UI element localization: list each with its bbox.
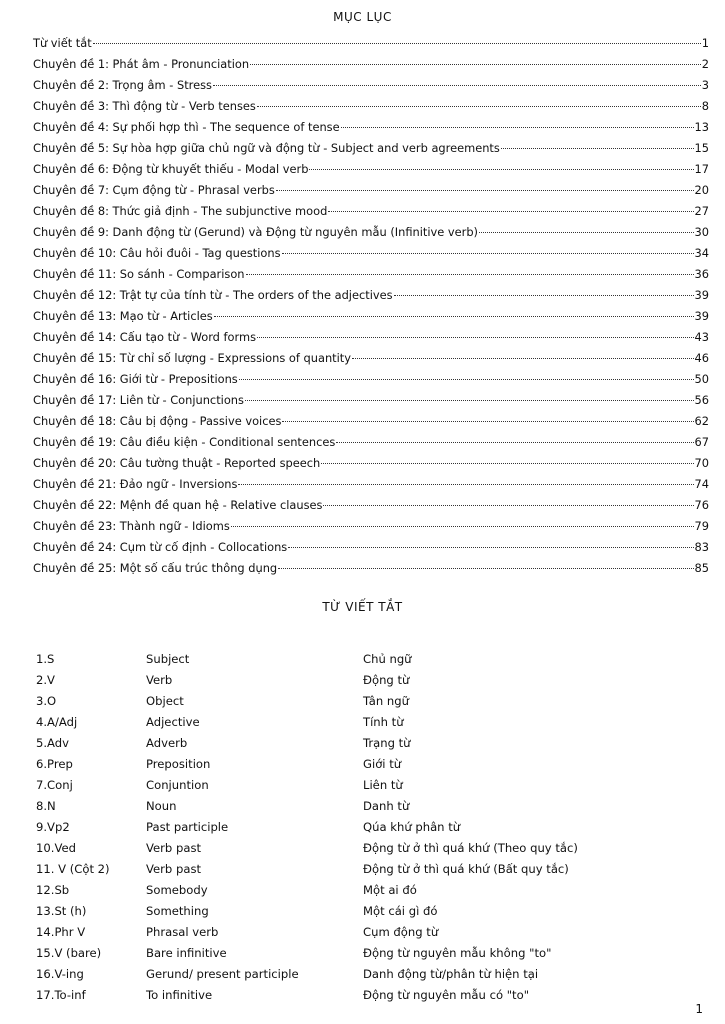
toc-entry[interactable] bbox=[33, 309, 709, 330]
abbreviation-code: 8.N bbox=[36, 798, 56, 813]
abbreviation-vietnamese: Cụm động từ bbox=[363, 924, 439, 939]
abbreviation-vietnamese: Động từ ở thì quá khứ (Theo quy tắc) bbox=[363, 840, 578, 855]
page-number: 1 bbox=[695, 1002, 703, 1016]
toc-entry[interactable] bbox=[33, 393, 709, 414]
toc-entry[interactable] bbox=[33, 225, 709, 246]
toc-entry-page: 46 bbox=[694, 351, 709, 365]
abbreviation-vietnamese: Động từ nguyên mẫu không "to" bbox=[363, 945, 552, 960]
toc-entry-label: Chuyên đề 3: Thì động từ - Verb tenses bbox=[33, 99, 256, 113]
abbreviation-row bbox=[36, 753, 686, 774]
toc-title: MỤC LỤC bbox=[333, 10, 392, 24]
toc-entry-page: 17 bbox=[694, 162, 709, 176]
toc-entry-page: 34 bbox=[694, 246, 709, 260]
abbreviation-vietnamese: Động từ ở thì quá khứ (Bất quy tắc) bbox=[363, 861, 569, 876]
toc-entry-label: Chuyên đề 2: Trọng âm - Stress bbox=[33, 78, 212, 92]
toc-entry[interactable] bbox=[33, 351, 709, 372]
abbreviation-english: Adjective bbox=[146, 714, 200, 729]
toc-leader-dots bbox=[238, 484, 693, 485]
toc-leader-dots bbox=[323, 505, 693, 506]
toc-leader-dots bbox=[336, 442, 693, 443]
abbreviation-code: 7.Conj bbox=[36, 777, 73, 792]
toc-entry-label: Chuyên đề 8: Thức giả định - The subjunctive mood bbox=[33, 204, 328, 218]
toc-leader-dots bbox=[282, 421, 693, 422]
abbreviation-english: Past participle bbox=[146, 819, 229, 834]
abbreviation-vietnamese: Động từ nguyên mẫu có "to" bbox=[363, 987, 530, 1002]
toc-leader-dots bbox=[239, 379, 694, 380]
abbreviation-vietnamese: Danh động từ/phân từ hiện tại bbox=[363, 966, 539, 981]
abbreviation-vietnamese: Danh từ bbox=[363, 798, 410, 813]
toc-leader-dots bbox=[276, 190, 694, 191]
toc-entry[interactable] bbox=[33, 498, 709, 519]
toc-entry-page: 79 bbox=[694, 519, 709, 533]
toc-entry-label: Chuyên đề 18: Câu bị động - Passive voices bbox=[33, 414, 282, 428]
toc-entry[interactable] bbox=[33, 288, 709, 309]
abbreviation-english: Verb bbox=[146, 672, 173, 687]
toc-entry-label: Chuyên đề 10: Câu hỏi đuôi - Tag questions bbox=[33, 246, 281, 260]
toc-entry-page: 15 bbox=[694, 141, 709, 155]
abbreviation-english: Verb past bbox=[146, 861, 202, 876]
abbreviation-english: Conjuntion bbox=[146, 777, 209, 792]
abbreviation-row bbox=[36, 942, 686, 963]
abbreviation-code: 3.O bbox=[36, 693, 57, 708]
abbreviation-row bbox=[36, 837, 686, 858]
abbreviation-english: Something bbox=[146, 903, 209, 918]
toc-entry[interactable] bbox=[33, 456, 709, 477]
toc-leader-dots bbox=[479, 232, 693, 233]
abbreviation-english: Subject bbox=[146, 651, 190, 666]
abbreviation-code: 16.V-ing bbox=[36, 966, 84, 981]
toc-entry[interactable] bbox=[33, 561, 709, 582]
toc-entry[interactable] bbox=[33, 267, 709, 288]
toc-entry-label: Chuyên đề 19: Câu điều kiện - Conditional sentences bbox=[33, 435, 336, 449]
toc-leader-dots bbox=[213, 85, 701, 86]
toc-entry-page: 85 bbox=[694, 561, 709, 575]
abbreviation-row bbox=[36, 900, 686, 921]
table-of-contents bbox=[33, 36, 709, 582]
toc-entry-label: Chuyên đề 14: Cấu tạo từ - Word forms bbox=[33, 330, 257, 344]
toc-entry-page: 83 bbox=[694, 540, 709, 554]
toc-entry-page: 62 bbox=[694, 414, 709, 428]
toc-entry-page: 8 bbox=[701, 99, 709, 113]
toc-entry-page: 56 bbox=[694, 393, 709, 407]
abbreviation-row bbox=[36, 816, 686, 837]
abbreviation-vietnamese: Giới từ bbox=[363, 756, 402, 771]
toc-entry-label: Chuyên đề 25: Một số cấu trúc thông dụng bbox=[33, 561, 278, 575]
toc-entry-label: Chuyên đề 1: Phát âm - Pronunciation bbox=[33, 57, 250, 71]
toc-entry-label: Chuyên đề 16: Giới từ - Prepositions bbox=[33, 372, 238, 386]
toc-leader-dots bbox=[341, 127, 694, 128]
toc-entry-label: Chuyên đề 9: Danh động từ (Gerund) và Động từ nguyên mẫu (Infinitive verb) bbox=[33, 225, 479, 239]
abbreviations-table bbox=[36, 648, 686, 1005]
toc-leader-dots bbox=[231, 526, 694, 527]
abbreviation-vietnamese: Tân ngữ bbox=[363, 693, 409, 708]
toc-entry[interactable] bbox=[33, 120, 709, 141]
toc-entry[interactable] bbox=[33, 414, 709, 435]
toc-leader-dots bbox=[278, 568, 693, 569]
abbreviation-row bbox=[36, 648, 686, 669]
toc-entry-label: Chuyên đề 6: Động từ khuyết thiếu - Modal verb bbox=[33, 162, 309, 176]
toc-entry-page: 20 bbox=[694, 183, 709, 197]
abbreviation-vietnamese: Chủ ngữ bbox=[363, 651, 412, 666]
abbreviation-code: 14.Phr V bbox=[36, 924, 86, 939]
toc-entry-page: 39 bbox=[694, 288, 709, 302]
toc-entry-label: Chuyên đề 7: Cụm động từ - Phrasal verbs bbox=[33, 183, 275, 197]
abbreviation-english: Adverb bbox=[146, 735, 188, 750]
abbreviation-english: Noun bbox=[146, 798, 177, 813]
abbreviation-code: 6.Prep bbox=[36, 756, 73, 771]
toc-entry-page: 67 bbox=[694, 435, 709, 449]
toc-leader-dots bbox=[328, 211, 693, 212]
abbreviation-vietnamese: Qúa khứ phân từ bbox=[363, 819, 461, 834]
abbreviation-code: 15.V (bare) bbox=[36, 945, 102, 960]
abbreviation-vietnamese: Tính từ bbox=[363, 714, 404, 729]
toc-entry[interactable] bbox=[33, 540, 709, 561]
toc-entry-label: Chuyên đề 17: Liên từ - Conjunctions bbox=[33, 393, 244, 407]
toc-entry-label: Chuyên đề 4: Sự phối hợp thì - The sequence of tense bbox=[33, 120, 340, 134]
abbreviation-code: 11. V (Cột 2) bbox=[36, 861, 110, 876]
abbreviation-english: Preposition bbox=[146, 756, 211, 771]
toc-leader-dots bbox=[288, 547, 693, 548]
toc-entry-page: 39 bbox=[694, 309, 709, 323]
toc-entry[interactable] bbox=[33, 204, 709, 225]
toc-entry[interactable] bbox=[33, 330, 709, 351]
toc-entry[interactable] bbox=[33, 78, 709, 99]
toc-entry-page: 30 bbox=[694, 225, 709, 239]
abbreviation-row bbox=[36, 732, 686, 753]
abbreviation-vietnamese: Liên từ bbox=[363, 777, 403, 792]
toc-entry-label: Chuyên đề 22: Mệnh đề quan hệ - Relative clauses bbox=[33, 498, 323, 512]
toc-leader-dots bbox=[394, 295, 694, 296]
abbreviation-row bbox=[36, 963, 686, 984]
abbreviation-code: 12.Sb bbox=[36, 882, 70, 897]
abbreviation-row bbox=[36, 690, 686, 711]
toc-entry-page: 74 bbox=[694, 477, 709, 491]
abbreviation-code: 9.Vp2 bbox=[36, 819, 70, 834]
abbreviation-row bbox=[36, 921, 686, 942]
toc-entry[interactable] bbox=[33, 477, 709, 498]
abbreviation-row bbox=[36, 711, 686, 732]
abbreviation-code: 2.V bbox=[36, 672, 55, 687]
toc-entry-label: Chuyên đề 13: Mạo từ - Articles bbox=[33, 309, 213, 323]
abbreviation-english: Verb past bbox=[146, 840, 202, 855]
toc-entry[interactable] bbox=[33, 36, 709, 57]
abbreviation-code: 17.To-inf bbox=[36, 987, 86, 1002]
abbreviation-english: To infinitive bbox=[146, 987, 213, 1002]
toc-entry-label: Chuyên đề 12: Trật tự của tính từ - The orders of the adjectives bbox=[33, 288, 393, 302]
toc-entry-page: 36 bbox=[694, 267, 709, 281]
toc-entry-label: Chuyên đề 24: Cụm từ cố định - Collocations bbox=[33, 540, 288, 554]
toc-leader-dots bbox=[257, 106, 701, 107]
abbreviation-row bbox=[36, 669, 686, 690]
toc-entry[interactable] bbox=[33, 519, 709, 540]
abbreviations-title: TỪ VIẾT TẮT bbox=[322, 600, 403, 614]
toc-entry-label: Chuyên đề 11: So sánh - Comparison bbox=[33, 267, 245, 281]
toc-leader-dots bbox=[93, 43, 701, 44]
toc-entry-page: 13 bbox=[694, 120, 709, 134]
abbreviation-english: Bare infinitive bbox=[146, 945, 227, 960]
abbreviation-english: Phrasal verb bbox=[146, 924, 219, 939]
toc-entry-page: 27 bbox=[694, 204, 709, 218]
abbreviation-vietnamese: Một cái gì đó bbox=[363, 903, 438, 918]
toc-entry[interactable] bbox=[33, 246, 709, 267]
toc-entry-label: Chuyên đề 15: Từ chỉ số lượng - Expressions of quantity bbox=[33, 351, 352, 365]
toc-entry-page: 76 bbox=[694, 498, 709, 512]
abbreviation-vietnamese: Trạng từ bbox=[363, 735, 411, 750]
abbreviation-code: 4.A/Adj bbox=[36, 714, 78, 729]
abbreviation-code: 1.S bbox=[36, 651, 55, 666]
toc-leader-dots bbox=[282, 253, 694, 254]
abbreviation-row bbox=[36, 984, 686, 1005]
toc-entry-label: Chuyên đề 20: Câu tường thuật - Reported speech bbox=[33, 456, 321, 470]
toc-entry-page: 70 bbox=[694, 456, 709, 470]
toc-entry-label: Từ viết tắt bbox=[33, 36, 92, 50]
toc-leader-dots bbox=[352, 358, 693, 359]
toc-entry[interactable] bbox=[33, 372, 709, 393]
toc-entry-page: 2 bbox=[701, 57, 709, 71]
abbreviation-row bbox=[36, 774, 686, 795]
toc-leader-dots bbox=[501, 148, 694, 149]
toc-entry-label: Chuyên đề 5: Sự hòa hợp giữa chủ ngữ và động từ - Subject and verb agreements bbox=[33, 141, 500, 155]
abbreviation-vietnamese: Một ai đó bbox=[363, 882, 417, 897]
toc-entry[interactable] bbox=[33, 435, 709, 456]
abbreviation-code: 5.Adv bbox=[36, 735, 70, 750]
abbreviation-english: Somebody bbox=[146, 882, 208, 897]
toc-entry-page: 1 bbox=[701, 36, 709, 50]
abbreviation-row bbox=[36, 858, 686, 879]
abbreviation-code: 13.St (h) bbox=[36, 903, 87, 918]
toc-entry-page: 50 bbox=[694, 372, 709, 386]
toc-entry[interactable] bbox=[33, 57, 709, 78]
toc-leader-dots bbox=[309, 169, 693, 170]
toc-entry[interactable] bbox=[33, 141, 709, 162]
abbreviation-row bbox=[36, 879, 686, 900]
toc-entry-page: 3 bbox=[701, 78, 709, 92]
abbreviation-code: 10.Ved bbox=[36, 840, 76, 855]
toc-leader-dots bbox=[321, 463, 693, 464]
toc-leader-dots bbox=[250, 64, 701, 65]
toc-leader-dots bbox=[246, 274, 694, 275]
abbreviation-vietnamese: Động từ bbox=[363, 672, 410, 687]
abbreviation-english: Object bbox=[146, 693, 184, 708]
toc-entry[interactable] bbox=[33, 162, 709, 183]
abbreviation-row bbox=[36, 795, 686, 816]
toc-entry-label: Chuyên đề 23: Thành ngữ - Idioms bbox=[33, 519, 230, 533]
toc-entry[interactable] bbox=[33, 183, 709, 204]
toc-leader-dots bbox=[257, 337, 693, 338]
toc-entry[interactable] bbox=[33, 99, 709, 120]
toc-entry-page: 43 bbox=[694, 330, 709, 344]
abbreviation-english: Gerund/ present participle bbox=[146, 966, 299, 981]
toc-leader-dots bbox=[245, 400, 694, 401]
toc-leader-dots bbox=[214, 316, 694, 317]
toc-entry-label: Chuyên đề 21: Đảo ngữ - Inversions bbox=[33, 477, 238, 491]
